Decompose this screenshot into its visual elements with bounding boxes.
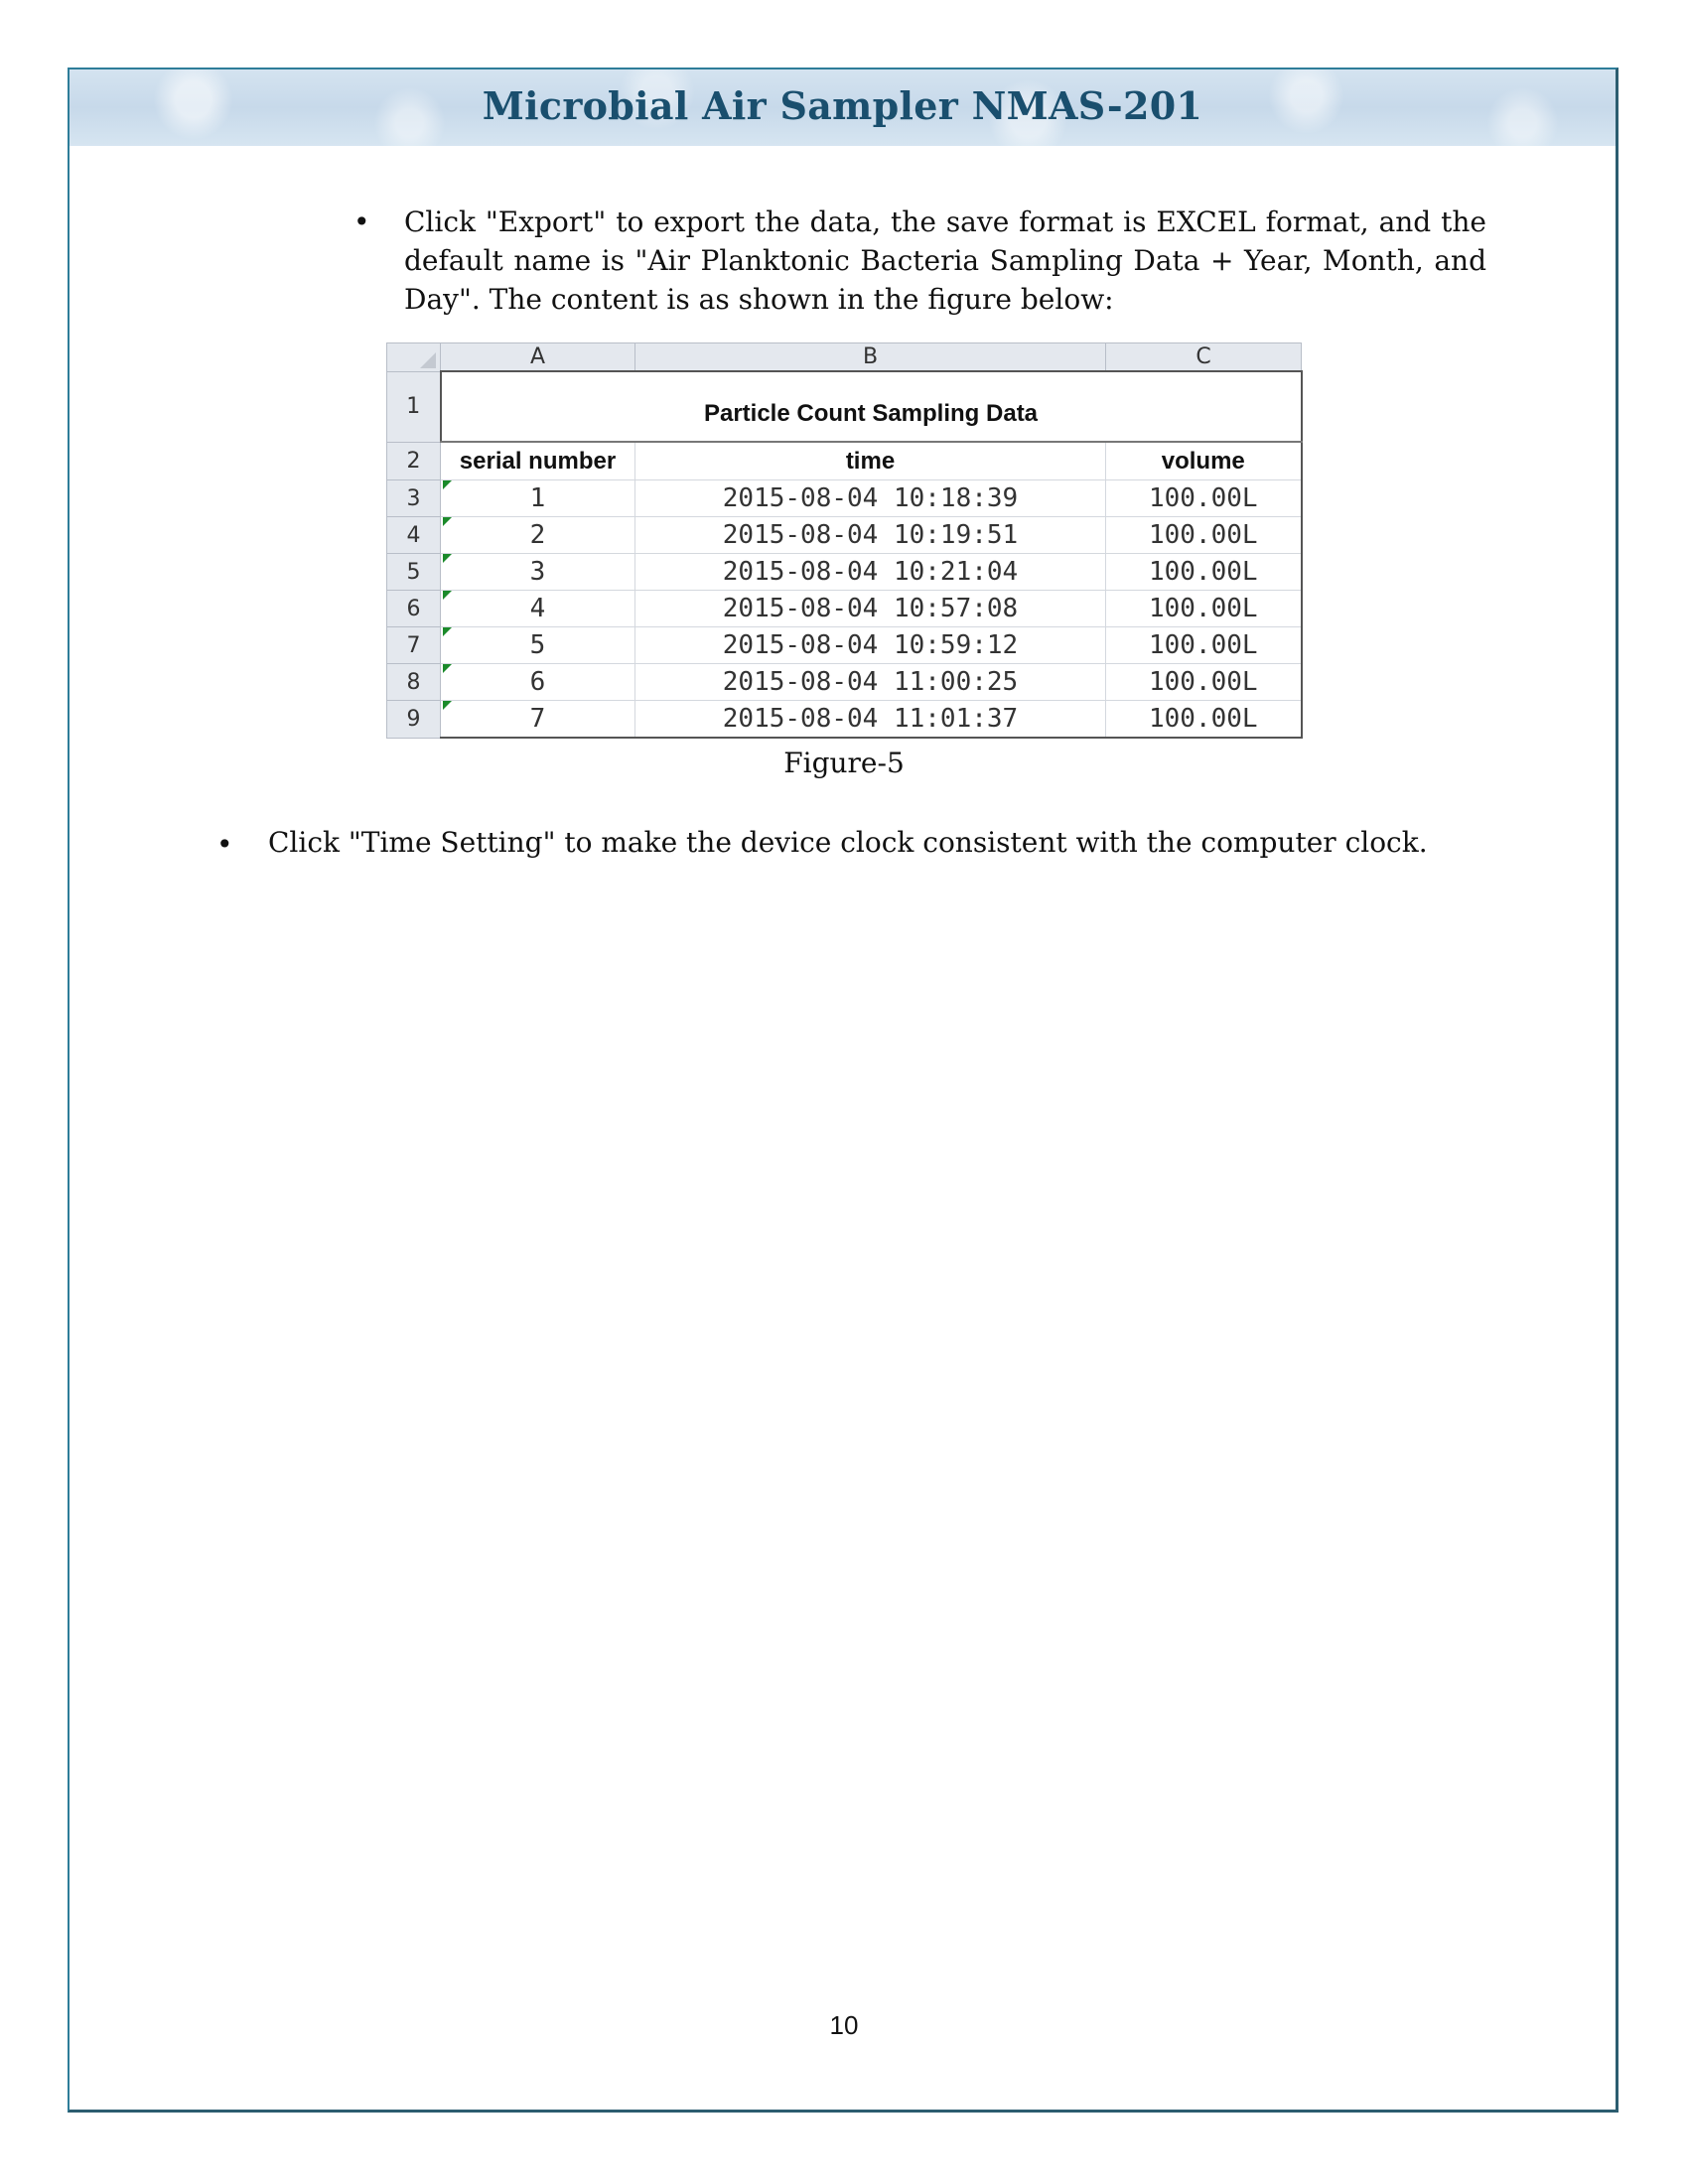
text-number-marker-icon: [443, 664, 452, 673]
row-number: [387, 480, 441, 517]
cell-time-text: 2015-08-04 10:18:39: [722, 483, 1019, 513]
cell-time: [635, 627, 1106, 664]
header-volume: volume: [1106, 442, 1302, 480]
cell-serial-number: [441, 701, 635, 739]
cell-volume-text: 100.00L: [1148, 630, 1258, 660]
export-instruction-paragraph: Click "Export" to export the data, the save format is EXCEL format, and the default name is "Air Planktonic Bacteria Sampling Data + Year, Month, and Day". The content is as shown in the figure below:: [404, 205, 1486, 316]
cell-volume: [1106, 554, 1302, 591]
spreadsheet-table: [386, 342, 1303, 739]
cell-volume-text: 100.00L: [1148, 667, 1258, 697]
row-number-text: 9: [406, 706, 421, 732]
spreadsheet-figure: [386, 342, 1301, 734]
cell-serial-number-text: 5: [529, 630, 546, 660]
cell-volume-text: 100.00L: [1148, 704, 1258, 734]
text-number-marker-icon: [443, 517, 452, 526]
table-row: [387, 627, 1302, 664]
cell-time-text: 2015-08-04 11:01:37: [722, 704, 1019, 734]
figure-caption: Figure-5: [783, 747, 905, 779]
header-band: [70, 69, 1616, 146]
cell-volume: [1106, 627, 1302, 664]
header-serial-number: serial number: [441, 442, 635, 480]
row-number-text: 8: [406, 669, 421, 695]
row-number-text: 7: [406, 632, 421, 658]
cell-volume-text: 100.00L: [1148, 483, 1258, 513]
page-title: Microbial Air Sampler NMAS-201: [482, 83, 1203, 128]
text-number-marker-icon: [443, 627, 452, 636]
text-number-marker-icon: [443, 480, 452, 489]
row-number: [387, 554, 441, 591]
cell-volume-text: 100.00L: [1148, 557, 1258, 587]
text-number-marker-icon: [443, 701, 452, 710]
cell-volume-text: 100.00L: [1148, 520, 1258, 550]
time-setting-instruction: Click "Time Setting" to make the device clock consistent with the computer clock.: [268, 826, 1428, 859]
table-row: [387, 517, 1302, 554]
row-number: 1: [387, 371, 441, 442]
cell-serial-number: [441, 591, 635, 627]
cell-volume: [1106, 664, 1302, 701]
cell-serial-number: [441, 517, 635, 554]
cell-time: [635, 480, 1106, 517]
text-number-marker-icon: [443, 591, 452, 600]
cell-time-text: 2015-08-04 10:57:08: [722, 594, 1019, 623]
table-row: [387, 554, 1302, 591]
cell-serial-number-text: 4: [529, 594, 546, 623]
row-number: [387, 517, 441, 554]
cell-volume: [1106, 591, 1302, 627]
row-number: 2: [387, 442, 441, 480]
cell-volume-text: 100.00L: [1148, 594, 1258, 623]
column-header-c: C: [1106, 343, 1302, 372]
column-header-a: A: [441, 343, 635, 372]
cell-time: [635, 554, 1106, 591]
table-row: [387, 480, 1302, 517]
cell-time-text: 2015-08-04 10:59:12: [722, 630, 1019, 660]
page-number: 10: [829, 2010, 859, 2040]
cell-time-text: 2015-08-04 11:00:25: [722, 667, 1019, 697]
data-rows: [387, 480, 1302, 739]
cell-serial-number-text: 3: [529, 557, 546, 587]
row-number: [387, 664, 441, 701]
cell-serial-number: [441, 664, 635, 701]
table-row: [387, 591, 1302, 627]
cell-serial-number-text: 7: [529, 704, 546, 734]
sheet-title: Particle Count Sampling Data: [441, 371, 1302, 442]
header-time: time: [635, 442, 1106, 480]
row-number: [387, 591, 441, 627]
row-number-text: 4: [406, 522, 421, 548]
row-number-text: 6: [406, 596, 421, 621]
row-number-text: 5: [406, 559, 421, 585]
cell-serial-number: [441, 627, 635, 664]
cell-serial-number: [441, 480, 635, 517]
cell-serial-number-text: 2: [529, 520, 546, 550]
cell-serial-number-text: 6: [529, 667, 546, 697]
table-row: [387, 701, 1302, 739]
cell-volume: [1106, 480, 1302, 517]
cell-serial-number-text: 1: [529, 483, 546, 513]
select-all-corner: [387, 343, 441, 372]
bullet-marker: •: [216, 828, 233, 861]
cell-time-text: 2015-08-04 10:19:51: [722, 520, 1019, 550]
table-row: [387, 664, 1302, 701]
cell-time: [635, 591, 1106, 627]
cell-time-text: 2015-08-04 10:21:04: [722, 557, 1019, 587]
cell-time: [635, 664, 1106, 701]
row-number: [387, 701, 441, 739]
cell-time: [635, 517, 1106, 554]
row-number: [387, 627, 441, 664]
cell-time: [635, 701, 1106, 739]
row-number-text: 3: [406, 485, 421, 511]
cell-serial-number: [441, 554, 635, 591]
column-header-b: B: [635, 343, 1106, 372]
corner-triangle-icon: [420, 352, 436, 368]
bullet-marker: •: [353, 205, 370, 238]
cell-volume: [1106, 701, 1302, 739]
text-number-marker-icon: [443, 554, 452, 563]
cell-volume: [1106, 517, 1302, 554]
